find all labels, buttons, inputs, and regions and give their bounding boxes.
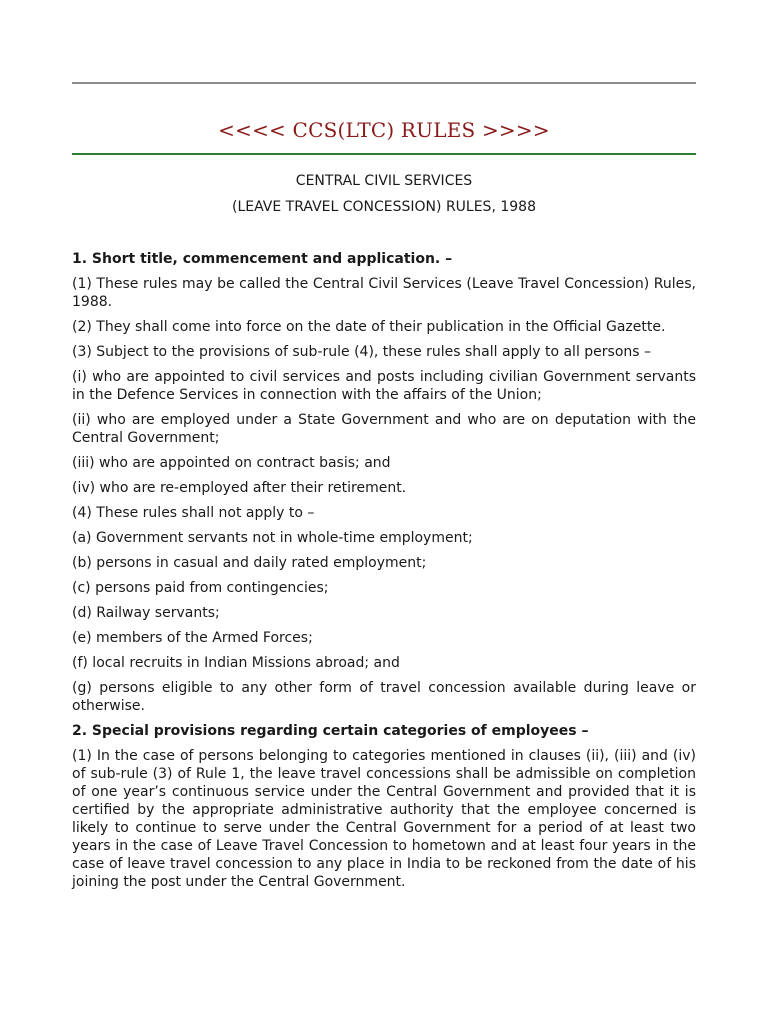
paragraph: (b) persons in casual and daily rated employment; <box>72 555 427 571</box>
paragraph: (3) Subject to the provisions of sub-rule (4), these rules shall apply to all persons – <box>72 344 652 360</box>
paragraph: (4) These rules shall not apply to – <box>72 505 315 521</box>
top-divider <box>72 82 696 84</box>
subtitle-line-2: (LEAVE TRAVEL CONCESSION) RULES, 1988 <box>232 199 536 215</box>
section-1-heading: 1. Short title, commencement and application. – <box>72 251 453 267</box>
paragraph: (iv) who are re-employed after their retirement. <box>72 480 407 496</box>
paragraph: (iii) who are appointed on contract basis; and <box>72 455 391 471</box>
paragraph: (g) persons eligible to any other form of travel concession available during leave or otherwise. <box>72 680 696 714</box>
paragraph: (d) Railway servants; <box>72 605 220 621</box>
paragraph: (a) Government servants not in whole-time employment; <box>72 530 473 546</box>
title-divider <box>72 153 696 155</box>
subtitle-line-1: CENTRAL CIVIL SERVICES <box>295 173 473 189</box>
paragraph: (1) In the case of persons belonging to categories mentioned in clauses (ii), (iii) and (iv) of sub-rule (3) of Rule 1, the leave travel concessions shall be admissible on completion of one year’s continuous service under the Central Government and provided that it is certified by the appropriate administrative authority that the employee concerned is likely to continue to serve under the Central Government for a period of at least two years in the case of Leave Travel Concession to hometown and at least four years in the case of leave travel concession to any place in India to be reckoned from the date of his joining the post under the Central Government. <box>72 748 696 890</box>
paragraph: (c) persons paid from contingencies; <box>72 580 329 596</box>
section-2-heading: 2. Special provisions regarding certain categories of employees – <box>72 723 589 739</box>
document-body <box>72 250 696 891</box>
paragraph: (f) local recruits in Indian Missions abroad; and <box>72 655 400 671</box>
paragraph: (2) They shall come into force on the date of their publication in the Official Gazette. <box>72 319 666 335</box>
paragraph: (e) members of the Armed Forces; <box>72 630 313 646</box>
paragraph: (ii) who are employed under a State Government and who are on deputation with the Central Government; <box>72 412 696 446</box>
paragraph: (1) These rules may be called the Central Civil Services (Leave Travel Concession) Rules, 1988. <box>72 276 696 310</box>
paragraph: (i) who are appointed to civil services and posts including civilian Government servants in the Defence Services in connection with the affairs of the Union; <box>72 369 696 403</box>
document-title: <<<< CCS(LTC) RULES >>>> <box>218 118 550 142</box>
